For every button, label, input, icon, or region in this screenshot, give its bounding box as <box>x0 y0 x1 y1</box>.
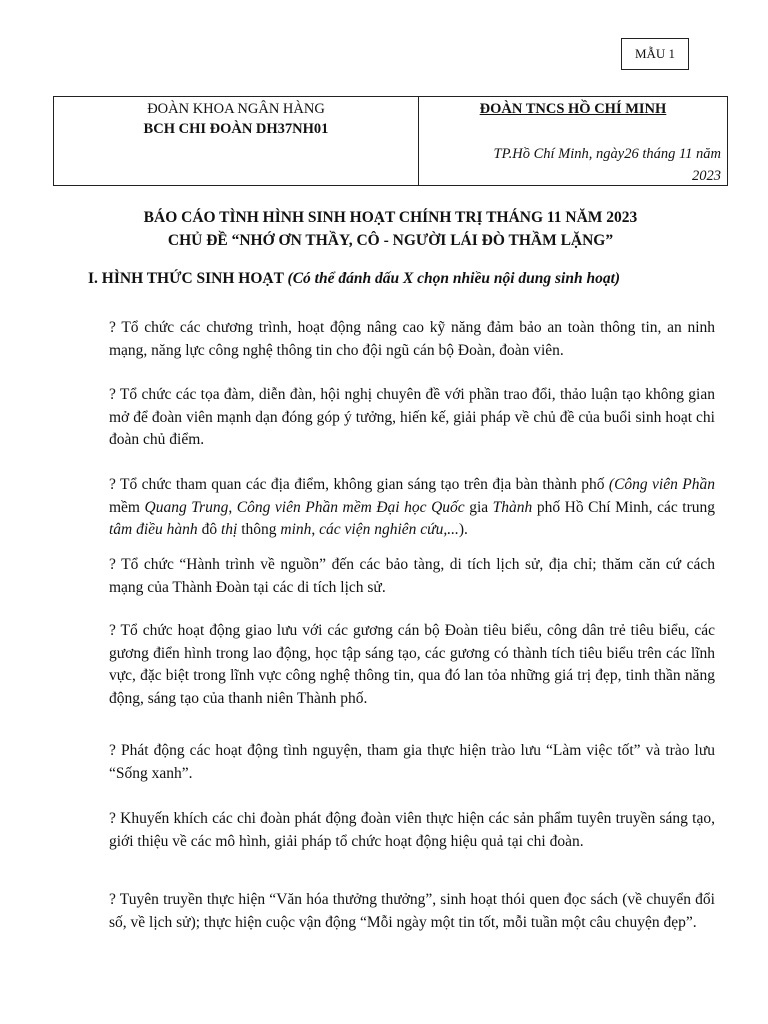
item-2-text: ? Tổ chức các tọa đàm, diễn đàn, hội nghị chuyên đề với phần trao đổi, thảo luận tạo không gian mở để đoàn viên mạnh dạn đóng góp ý tưởng, hiến kế, giải pháp về chủ đề của buổi sinh hoạt chi đoàn chủ điểm. <box>109 386 715 448</box>
header-date <box>431 143 721 187</box>
form-label-box <box>621 38 689 70</box>
item-3-text <box>83 474 715 542</box>
item-3-part: Quang Trung <box>144 498 229 516</box>
item-4-text: ? Tổ chức “Hành trình về nguồn” đến các bảo tàng, di tích lịch sử, địa chỉ; thăm căn cứ cách mạng của Thành Đoàn tại các di tích lịch sử. <box>109 556 715 596</box>
item-3-part: Công viên Phần mềm Đại học Quốc <box>236 498 465 516</box>
section-1-heading <box>88 270 620 288</box>
list-item <box>83 317 715 362</box>
report-title-line1: BÁO CÁO TÌNH HÌNH SINH HOẠT CHÍNH TRỊ THÁNG 11 NĂM 2023 <box>143 209 638 226</box>
item-3-part: đô <box>197 521 221 538</box>
list-item <box>83 889 715 934</box>
header-date-line2: 2023 <box>692 168 721 184</box>
item-8-text: ? Tuyên truyền thực hiện “Văn hóa thưởng thưởng”, sinh hoạt thói quen đọc sách (về chuyển đổi số, về lịch sử); thực hiện cuộc vận động “Mỗi ngày một tin tốt, mỗi tuần một câu chuyện đẹp”. <box>109 891 715 931</box>
header-right-org: ĐOÀN TNCS HỒ CHÍ MINH <box>479 101 667 117</box>
item-3-part: (Công viên Phần <box>608 476 715 493</box>
report-title-line2: CHỦ ĐỀ “NHỚ ƠN THẦY, CÔ - NGƯỜI LÁI ĐÒ THẦM LẶNG” <box>167 232 614 249</box>
form-label: MẪU 1 <box>634 46 676 61</box>
header-right-cell <box>419 97 727 185</box>
item-3-part: thông <box>237 521 281 538</box>
item-3-part: ? Tổ chức tham quan các địa điểm, không gian sáng tạo trên địa bàn thành phố <box>109 476 609 493</box>
list-item <box>83 384 715 452</box>
item-3-part: mềm <box>109 498 145 516</box>
item-3-part: minh <box>280 521 312 538</box>
section-1-title: I. HÌNH THỨC SINH HOẠT <box>88 270 284 287</box>
item-5-text: ? Tổ chức hoạt động giao lưu với các gương cán bộ Đoàn tiêu biểu, công dân trẻ tiêu biểu, các gương điển hình trong lao động, học tập sáng tạo, các gương có thành tích tiêu biểu trên các lĩnh vực, đặc biệt trong lĩnh vực công nghệ thông tin, qua đó lan tỏa những giá trị đẹp, tinh thần năng động, sáng tạo của thanh niên Thành phố. <box>109 622 715 707</box>
header-table <box>53 96 728 186</box>
item-1-text: ? Tổ chức các chương trình, hoạt động nâng cao kỹ năng đảm bảo an toàn thông tin, an ninh mạng, năng lực công nghệ thông tin cho đội ngũ cán bộ Đoàn, đoàn viên. <box>109 319 715 359</box>
section-1-note: (Có thể đánh dấu X chọn nhiều nội dung sinh hoạt) <box>287 270 621 287</box>
item-3-part: phố Hồ Chí Minh, các trung <box>532 498 715 516</box>
item-3-part: ). <box>458 521 468 538</box>
list-item <box>83 620 715 710</box>
item-3-part: gia <box>464 498 493 516</box>
item-3-part: Thành <box>492 498 533 516</box>
header-left-line2: BCH CHI ĐOÀN DH37NH01 <box>143 121 329 137</box>
list-item <box>83 740 715 785</box>
item-3-part: tâm điều hành <box>109 521 198 538</box>
item-3-part: , <box>228 498 237 516</box>
list-item <box>83 808 715 853</box>
item-6-text: ? Phát động các hoạt động tình nguyện, tham gia thực hiện trào lưu “Làm việc tốt” và trào lưu “Sống xanh”. <box>109 742 715 782</box>
item-3-part: , <box>311 521 320 538</box>
report-title <box>53 206 728 252</box>
header-left-line1: ĐOÀN KHOA NGÂN HÀNG <box>147 101 325 117</box>
item-7-text: ? Khuyến khích các chi đoàn phát động đoàn viên thực hiện các sản phẩm tuyên truyền sáng tạo, giới thiệu về các mô hình, giải pháp tổ chức hoạt động hiệu quả tại chi đoàn. <box>109 810 715 850</box>
list-item <box>83 554 715 599</box>
item-3-part: các viện nghiên cứu,... <box>319 521 459 538</box>
header-date-line1: TP.Hồ Chí Minh, ngày26 tháng 11 năm <box>493 146 721 162</box>
item-3-part: thị <box>220 521 238 538</box>
list-item <box>83 474 715 542</box>
header-left-cell <box>54 97 419 185</box>
